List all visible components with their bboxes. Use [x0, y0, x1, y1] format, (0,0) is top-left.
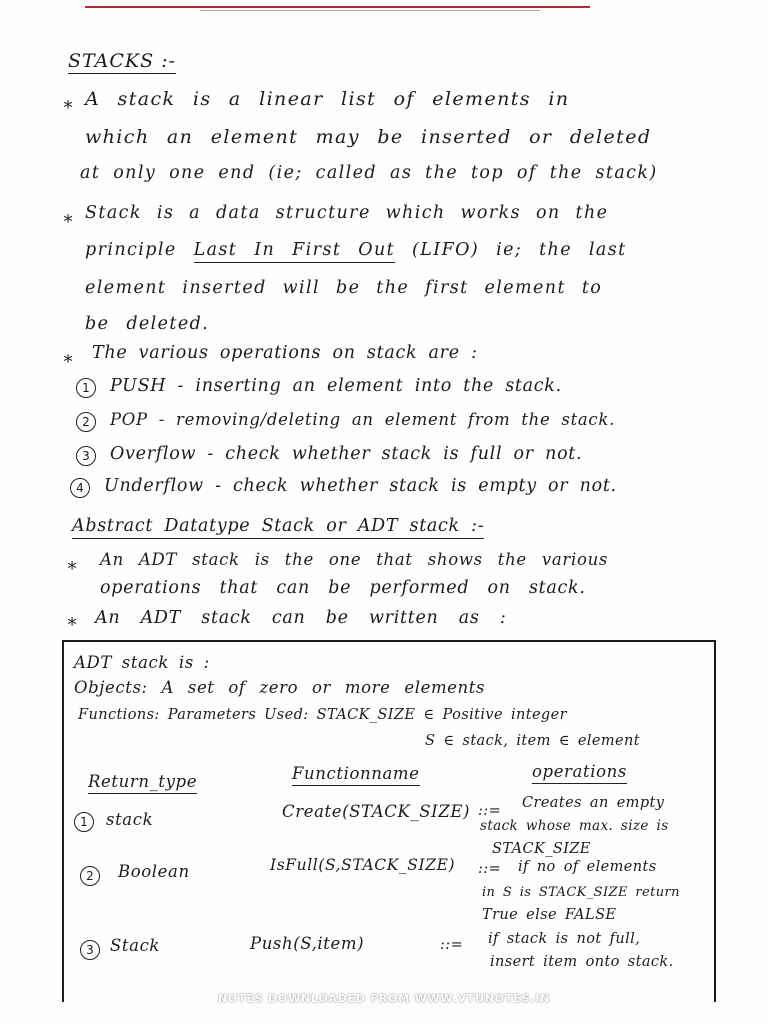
- number-4-circle-icon: 4: [70, 478, 90, 498]
- asterisk-bullet-icon: ∗: [66, 611, 79, 632]
- definition-line-1: A stack is a linear list of elements in: [85, 88, 570, 110]
- column-header-function-name: Functionname: [292, 766, 420, 786]
- number-1-circle-icon: 1: [74, 812, 94, 832]
- operations-intro: The various operations on stack are :: [92, 343, 478, 363]
- lifo-line-3: element inserted will be the first element to: [85, 278, 603, 298]
- row-1-return-type: stack: [106, 810, 154, 829]
- operation-pop: POP - removing/deleting an element from the stack.: [110, 410, 616, 429]
- adt-box-functions-2: S ∈ stack, item ∈ element: [425, 733, 640, 749]
- number-3-circle-icon: 3: [76, 446, 96, 466]
- lifo-line-1: Stack is a data structure which works on the: [85, 203, 609, 223]
- row-2-op-3: True else FALSE: [482, 907, 617, 923]
- row-3-return-type: Stack: [110, 936, 161, 955]
- lifo-term: Last In First Out: [194, 240, 396, 263]
- lifo-line-4: be deleted.: [85, 314, 210, 334]
- page-title: STACKS :-: [68, 50, 176, 72]
- lifo-line-2: [85, 242, 627, 260]
- definition-line-3: at only one end (ie; called as the top of the stack): [80, 163, 658, 183]
- operation-underflow: Underflow - check whether stack is empty or not.: [104, 476, 617, 496]
- operation-overflow: Overflow - check whether stack is full or not.: [110, 444, 583, 464]
- row-1-separator: ::=: [478, 803, 502, 819]
- column-header-operations: operations: [532, 764, 627, 784]
- adt-box-functions: Functions: Parameters Used: STACK_SIZE ∈ Positive integer: [78, 707, 567, 723]
- row-1-op-3: STACK_SIZE: [492, 841, 591, 857]
- lifo-line-2-rest: (LIFO) ie; the last: [412, 240, 627, 260]
- row-2-function: IsFull(S,STACK_SIZE): [270, 856, 456, 874]
- row-3-function: Push(S,item): [250, 934, 365, 953]
- row-2-separator: ::=: [478, 861, 502, 877]
- row-1-op-2: stack whose max. size is: [480, 818, 669, 834]
- asterisk-bullet-icon: ∗: [66, 555, 79, 576]
- lifo-principle-word: principle: [85, 240, 177, 260]
- row-1-function: Create(STACK_SIZE): [282, 802, 471, 821]
- page-top-rule-faint: [200, 10, 540, 11]
- column-header-return-type: Return_type: [88, 774, 197, 794]
- row-3-op-1: if stack is not full,: [488, 931, 641, 947]
- row-2-return-type: Boolean: [118, 862, 190, 881]
- row-3-separator: ::=: [440, 937, 464, 953]
- adt-bullet-1-line-1: An ADT stack is the one that shows the various: [100, 550, 609, 569]
- row-1-op-1: Creates an empty: [522, 795, 665, 811]
- operation-push: PUSH - inserting an element into the stack.: [110, 376, 562, 396]
- row-2-op-1: if no of elements: [518, 859, 657, 875]
- row-3-op-2: insert item onto stack.: [490, 954, 674, 970]
- adt-bullet-2: An ADT stack can be written as :: [95, 608, 507, 628]
- number-2-circle-icon: 2: [76, 412, 96, 432]
- page-top-rule: [85, 6, 590, 8]
- download-watermark: NOTES DOWNLOADED FROM WWW.VTUNOTES.IN: [217, 992, 551, 1005]
- asterisk-bullet-icon: ∗: [62, 94, 75, 115]
- number-1-circle-icon: 1: [76, 378, 96, 398]
- asterisk-bullet-icon: ∗: [62, 208, 75, 229]
- row-2-op-2: in S is STACK_SIZE return: [482, 885, 680, 900]
- number-3-circle-icon: 3: [80, 940, 100, 960]
- asterisk-bullet-icon: ∗: [62, 348, 75, 369]
- definition-line-2: which an element may be inserted or deleted: [85, 126, 652, 148]
- adt-bullet-1-line-2: operations that can be performed on stack.: [100, 578, 586, 598]
- adt-section-heading: Abstract Datatype Stack or ADT stack :-: [72, 518, 484, 539]
- adt-box-objects: Objects: A set of zero or more elements: [74, 678, 486, 697]
- number-2-circle-icon: 2: [80, 866, 100, 886]
- adt-box-title: ADT stack is :: [74, 653, 210, 672]
